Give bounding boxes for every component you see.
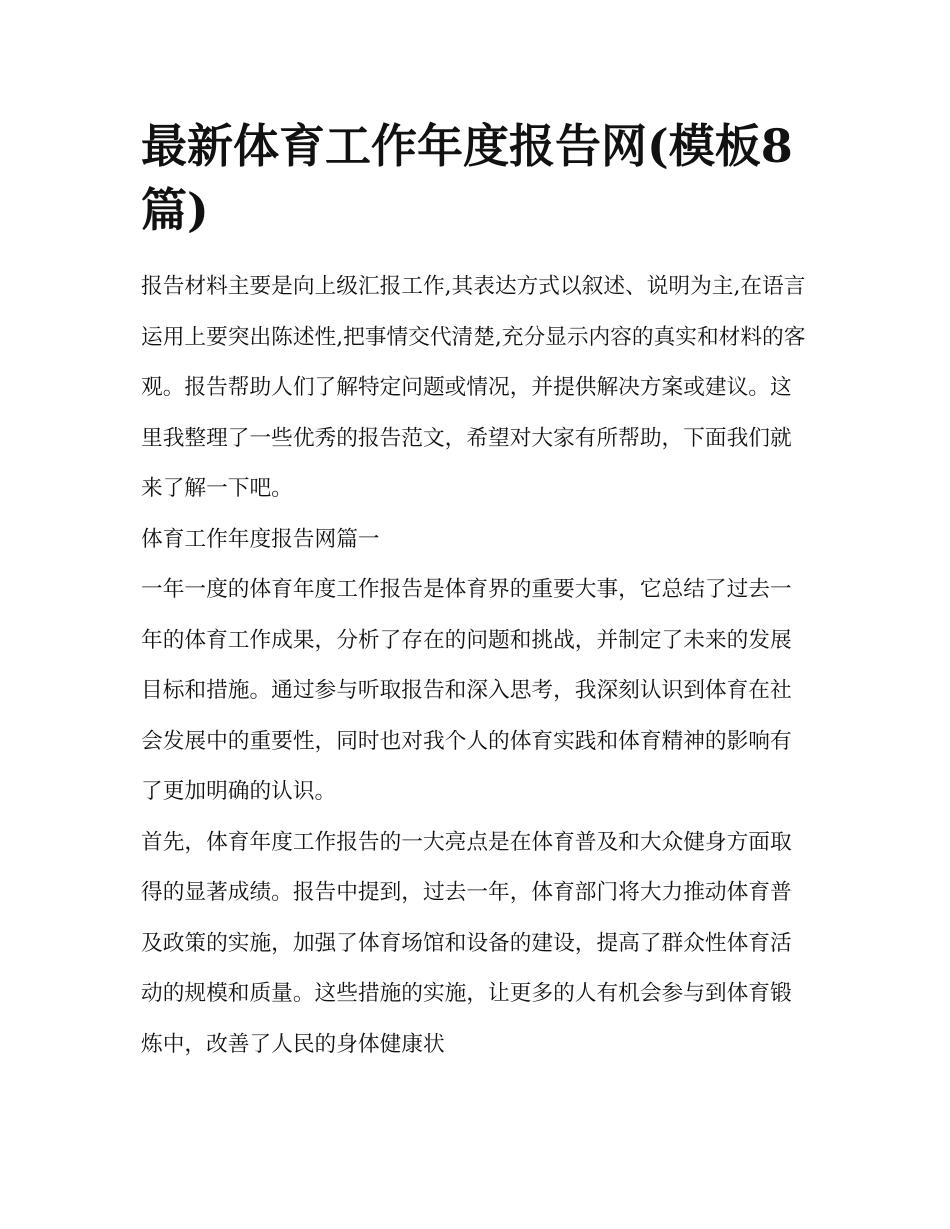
intro-paragraph: 报告材料主要是向上级汇报工作,其表达方式以叙述、说明为主,在语言运用上要突出陈述性,把事情交代清楚,充分显示内容的真实和材料的客观。报告帮助人们了解特定问题或情况，并提供解决方案或建议。这里我整理了一些优秀的报告范文，希望对大家有所帮助，下面我们就来了解一下吧。 (141, 274, 806, 501)
body-paragraph: 一年一度的体育年度工作报告是体育界的重要大事，它总结了过去一年的体育工作成果，分析了存在的问题和挑战，并制定了未来的发展目标和措施。通过参与听取报告和深入思考，我深刻认识到体育在社会发展中的重要性，同时也对我个人的体育实践和体育精神的影响有了更加明确的认识。 (141, 577, 792, 804)
body-paragraph: 首先，体育年度工作报告的一大亮点是在体育普及和大众健身方面取得的显著成绩。报告中提到，过去一年，体育部门将大力推动体育普及政策的实施，加强了体育场馆和设备的建设，提高了群众性体育活动的规模和质量。这些措施的实施，让更多的人有机会参与到体育锻炼中，改善了人民的身体健康状 (141, 829, 792, 1057)
document-title: 最新体育工作年度报告网(模板8篇) (141, 119, 793, 237)
document-body (141, 114, 813, 1070)
section-heading: 体育工作年度报告网篇一 (141, 526, 380, 552)
